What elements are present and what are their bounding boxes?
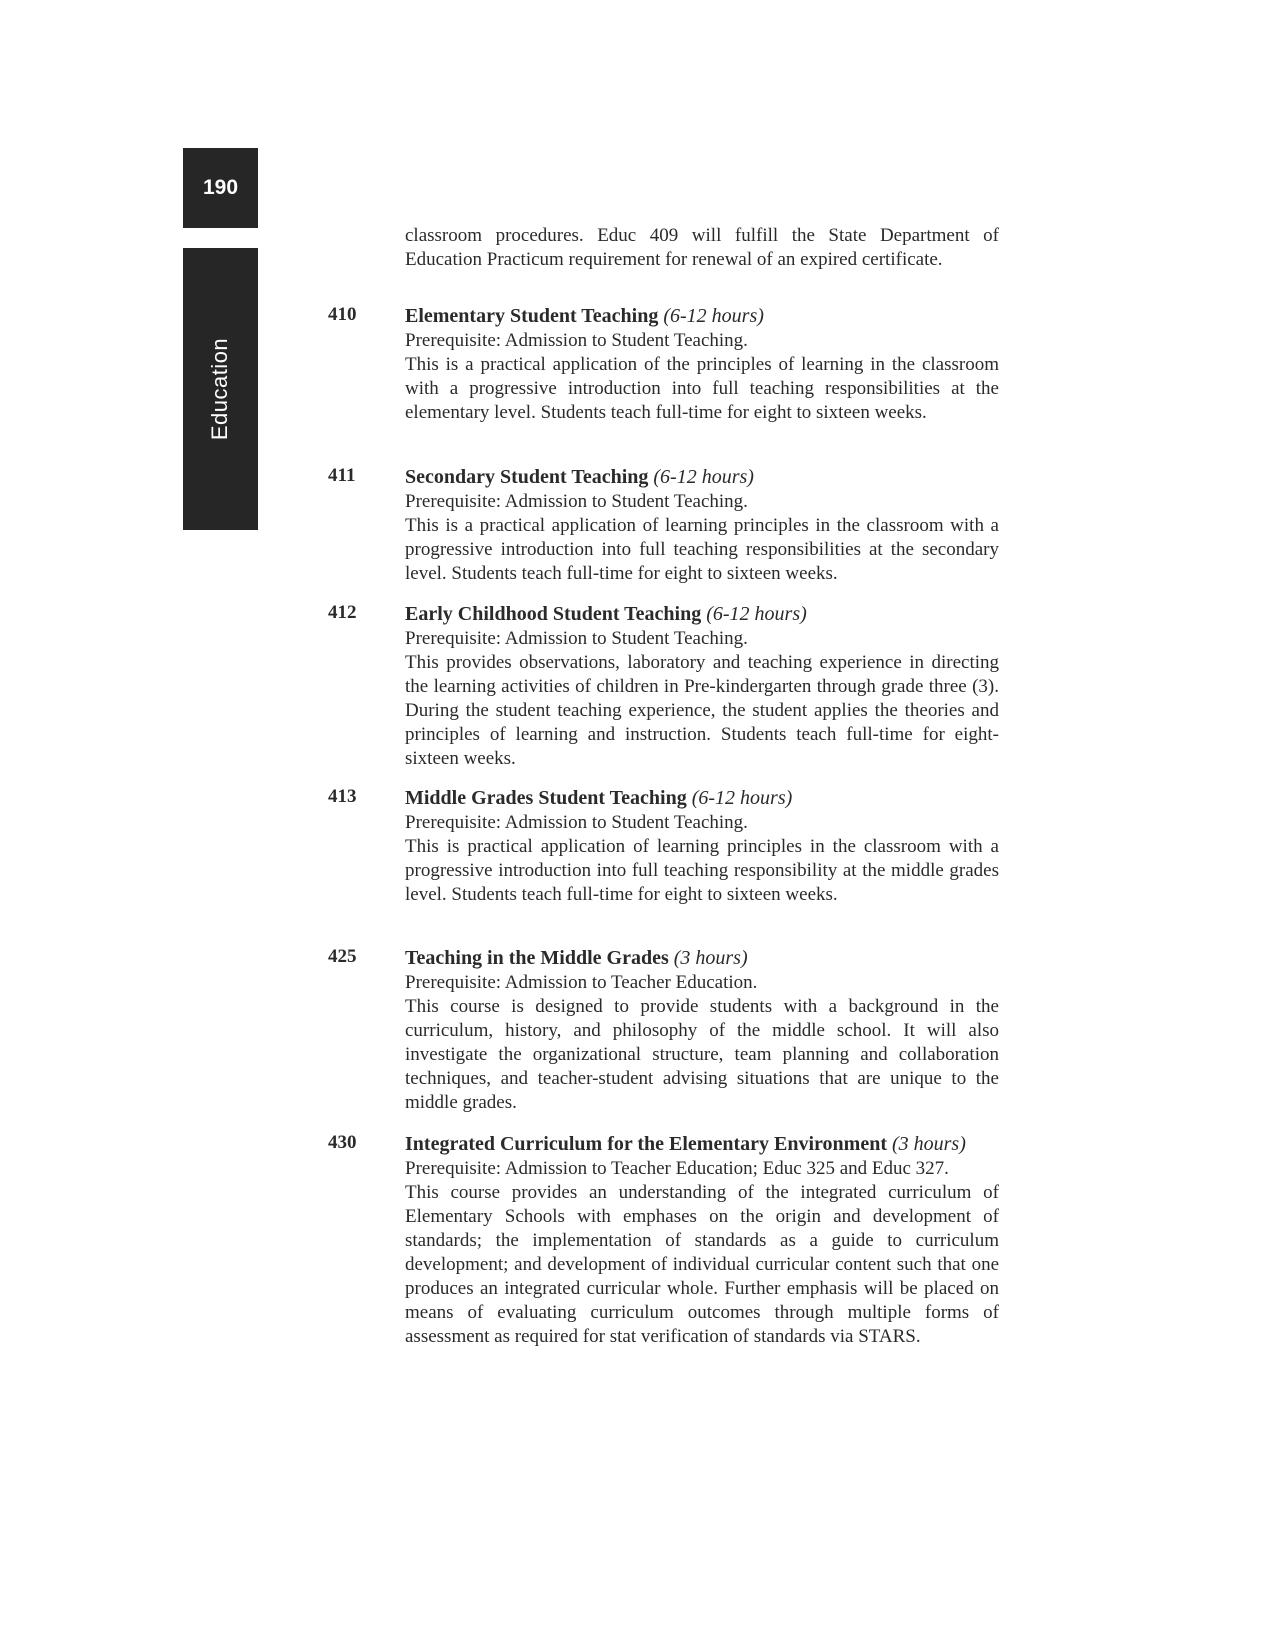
course-title: Elementary Student Teaching	[405, 305, 659, 327]
course-body	[405, 945, 999, 1115]
course-title: Early Childhood Student Teaching	[405, 603, 702, 625]
course-hours: (6-12 hours)	[653, 466, 754, 488]
course-number: 425	[328, 946, 357, 967]
course-hours: (3 hours)	[891, 1133, 966, 1155]
intro-paragraph: classroom procedures. Educ 409 will fulfill the State Department of Education Practicum requirement for renewal of an expired certificate.	[405, 225, 999, 270]
course-title-line	[405, 303, 999, 329]
course-number: 413	[328, 786, 357, 807]
section-tab	[183, 248, 258, 530]
course-description: This provides observations, laboratory and teaching experience in directing the learning activities of children in Pre-kindergarten through grade three (3). During the student teaching experience, the student applies the theories and principles of learning and instruction. Students teach full-time for eight-sixteen weeks.	[405, 652, 999, 769]
course-body	[405, 303, 999, 425]
course-title-line	[405, 785, 999, 811]
course-body	[405, 464, 999, 586]
course-prerequisite: Prerequisite: Admission to Teacher Education; Educ 325 and Educ 327.	[405, 1158, 949, 1179]
course-number: 410	[328, 304, 357, 325]
course-prerequisite: Prerequisite: Admission to Student Teaching.	[405, 628, 748, 649]
course-title-line	[405, 945, 999, 971]
course-prerequisite: Prerequisite: Admission to Student Teaching.	[405, 330, 748, 351]
course-description: This course provides an understanding of the integrated curriculum of Elementary Schools with emphases on the origin and development of standards; the implementation of standards as a guide to curriculum development; and development of individual curricular content such that one produces an integrated curricular whole. Further emphasis will be placed on means of evaluating curriculum outcomes through multiple forms of assessment as required for stat verification of standards via STARS.	[405, 1182, 999, 1347]
course-title: Teaching in the Middle Grades	[405, 947, 669, 969]
course-body	[405, 601, 999, 771]
course-description: This course is designed to provide students with a background in the curriculum, history, and philosophy of the middle school. It will also investigate the organizational structure, team planning and collaboration techniques, and teacher-student advising situations that are unique to the middle grades.	[405, 996, 999, 1113]
course-body	[405, 785, 999, 907]
page-number: 190	[202, 176, 239, 199]
course-description: This is a practical application of the principles of learning in the classroom with a progressive introduction into full teaching responsibilities at the elementary level. Students teach full-time for eight to sixteen weeks.	[405, 354, 999, 423]
course-title-line	[405, 601, 999, 627]
course-description: This is practical application of learning principles in the classroom with a progressive introduction into full teaching responsibility at the middle grades level. Students teach full-time for eight to sixteen weeks.	[405, 836, 999, 905]
course-title: Middle Grades Student Teaching	[405, 787, 687, 809]
course-number: 430	[328, 1132, 357, 1153]
section-tab-label: Education	[207, 337, 233, 441]
course-hours: (6-12 hours)	[663, 305, 764, 327]
course-hours: (6-12 hours)	[691, 787, 793, 809]
course-hours: (3 hours)	[673, 947, 748, 969]
course-description: This is a practical application of learning principles in the classroom with a progressive introduction into full teaching responsibilities at the secondary level. Students teach full-time for eight to sixteen weeks.	[405, 515, 999, 584]
course-title-line	[405, 464, 999, 490]
page-number-tab	[183, 148, 258, 228]
course-body	[405, 1131, 999, 1349]
course-hours: (6-12 hours)	[706, 603, 807, 625]
course-prerequisite: Prerequisite: Admission to Teacher Education.	[405, 972, 758, 993]
course-prerequisite: Prerequisite: Admission to Student Teaching.	[405, 812, 748, 833]
course-title: Integrated Curriculum for the Elementary Environment	[405, 1133, 887, 1155]
course-title: Secondary Student Teaching	[405, 466, 649, 488]
course-number: 412	[328, 602, 357, 623]
course-prerequisite: Prerequisite: Admission to Student Teaching.	[405, 491, 748, 512]
course-title-line	[405, 1131, 999, 1157]
course-number: 411	[328, 465, 356, 486]
